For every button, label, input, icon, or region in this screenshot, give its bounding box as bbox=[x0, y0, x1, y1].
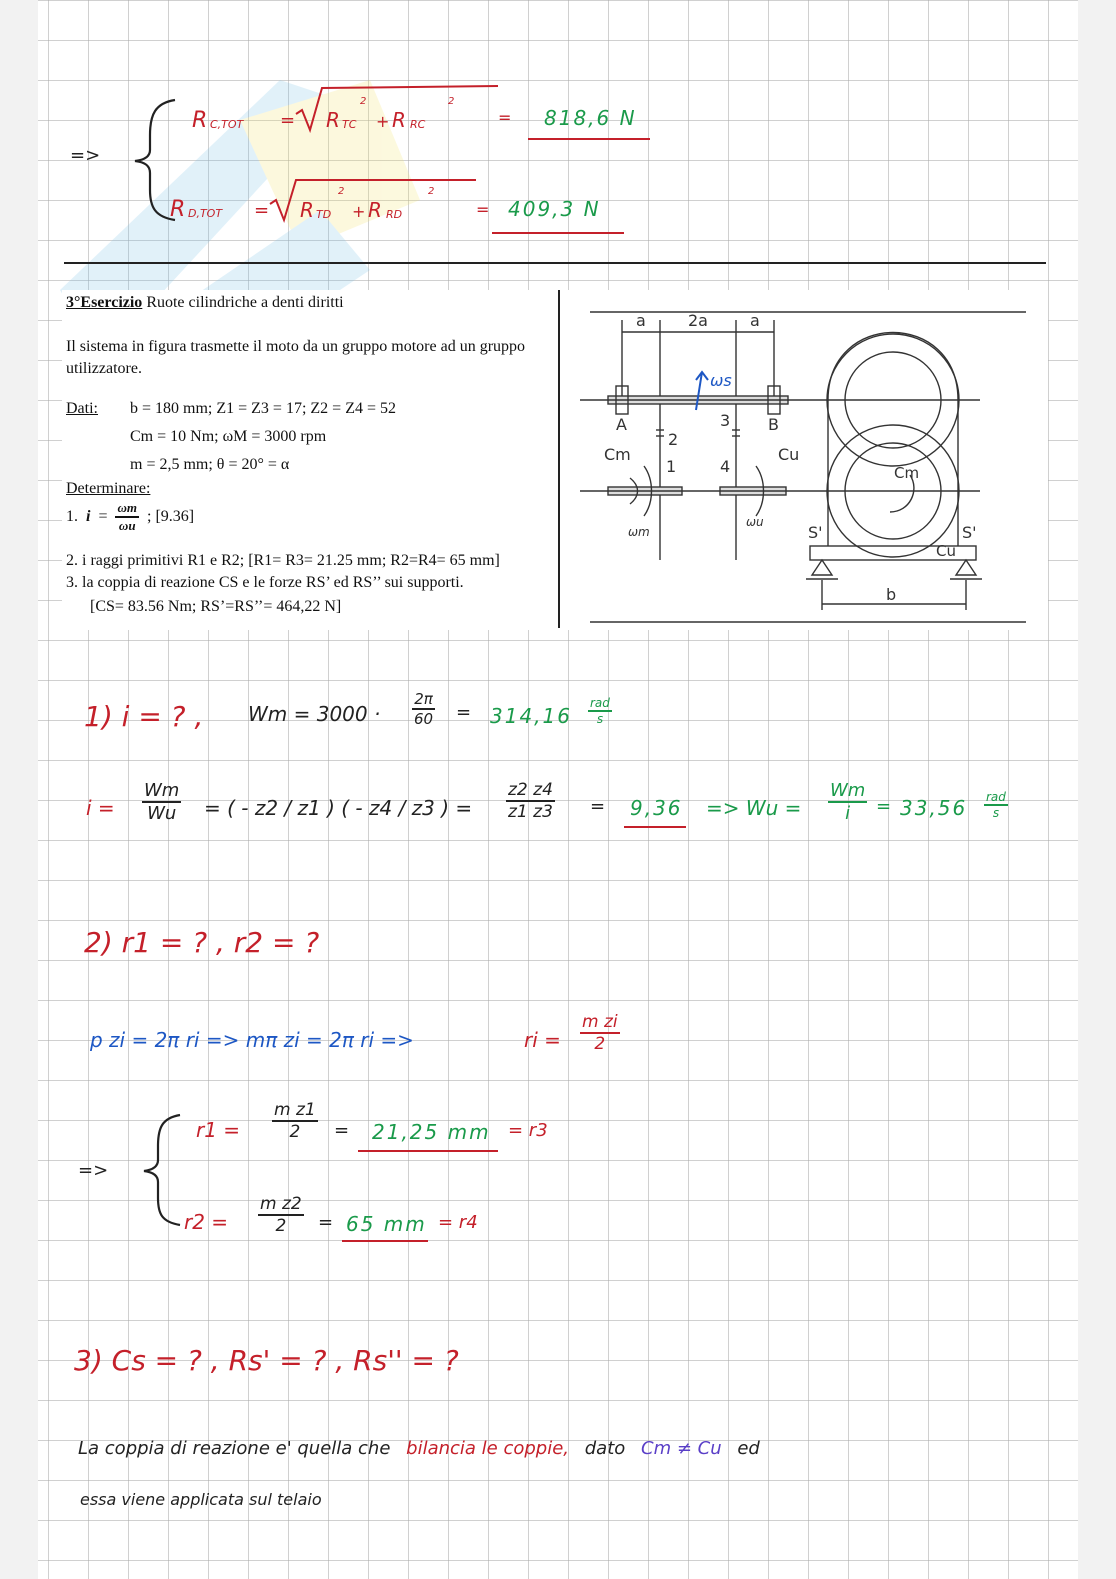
item-2: 2. i raggi primitivi R1 e R2; [R1= R3= 21.25 mm; R2=R4= 65 mm] bbox=[66, 552, 500, 569]
rtc-symbol: R bbox=[326, 108, 340, 132]
wm-unit-den: s bbox=[596, 712, 604, 726]
section-divider bbox=[64, 262, 1046, 264]
r2-fraction-den: 2 bbox=[275, 1216, 287, 1236]
wm-fraction-den: 60 bbox=[414, 710, 434, 728]
rrd-exponent: 2 bbox=[428, 186, 435, 197]
dim-a-left: a bbox=[636, 311, 646, 330]
grid-paper-sheet bbox=[38, 0, 1078, 1579]
rd-tot-subscript: D,TOT bbox=[188, 207, 223, 220]
omega-m-label: ωm bbox=[628, 525, 650, 539]
r2-result-underline bbox=[342, 1240, 428, 1242]
exercise-title-text: Ruote cilindriche a denti diritti bbox=[142, 294, 344, 311]
part-3-text-e: ed bbox=[737, 1438, 760, 1459]
pitch-relation: p zi = 2π ri => mπ zi = 2π ri => bbox=[90, 1028, 414, 1052]
wu-result: 33,56 bbox=[900, 796, 968, 820]
item-3: 3. la coppia di reazione CS e le forze RS’ ed RS’’ sui supporti. bbox=[66, 574, 464, 591]
rd-tot-result: 409,3 N bbox=[508, 197, 601, 221]
wm-unit bbox=[588, 696, 612, 726]
wu-unit bbox=[984, 790, 1008, 820]
omega-u-label: ωu bbox=[746, 515, 764, 529]
rc-eq-sign-2: = bbox=[498, 108, 512, 127]
rrc-symbol: R bbox=[392, 108, 406, 132]
wu-expression: => Wu = bbox=[706, 796, 802, 820]
wm-fraction-num: 2π bbox=[412, 690, 435, 710]
implies-arrow: => bbox=[70, 145, 101, 166]
r2-tail: = r4 bbox=[438, 1212, 478, 1233]
part-3-text-line-2: essa viene applicata sul telaio bbox=[80, 1490, 322, 1509]
motor-cu-label: Cu bbox=[936, 542, 956, 560]
i-ratio-product: = ( - z2 / z1 ) ( - z4 / z3 ) = bbox=[204, 796, 473, 820]
rc-plus: + bbox=[376, 112, 390, 131]
exercise-statement bbox=[62, 290, 558, 630]
dim-2a: 2a bbox=[688, 311, 708, 330]
r1-fraction-den: 2 bbox=[289, 1122, 301, 1142]
item-1: 1. i = $\frac{\omega m}{\omega u}$ ; [9.36] bbox=[66, 500, 195, 533]
exercise-title bbox=[66, 294, 344, 312]
i-fraction-2 bbox=[506, 780, 555, 822]
omega-s-label: ωs bbox=[710, 371, 732, 390]
wu-eq: = bbox=[876, 796, 892, 817]
i-eq: = bbox=[590, 796, 606, 817]
item-1-number: 1. bbox=[66, 508, 78, 525]
gear-4-label: 4 bbox=[720, 457, 731, 476]
wu-unit-num: rad bbox=[986, 790, 1006, 804]
part-2-brace bbox=[130, 1110, 190, 1230]
part-1-header: 1) i = ? , bbox=[84, 700, 204, 733]
gear-system-figure bbox=[560, 290, 1048, 630]
item-3-answer: [CS= 83.56 Nm; RS’=RS’’= 464,22 N] bbox=[90, 598, 342, 615]
rtc-exponent: 2 bbox=[360, 96, 367, 107]
rd-result-underline bbox=[492, 232, 624, 234]
support-s2-label: S' bbox=[962, 523, 977, 542]
r1-fraction bbox=[272, 1100, 318, 1142]
ri-fraction bbox=[580, 1012, 620, 1054]
wm-fraction bbox=[412, 690, 435, 728]
r2-lhs: r2 = bbox=[184, 1210, 229, 1234]
motor-cm-label: Cm bbox=[894, 464, 920, 482]
rc-eq-sign: = bbox=[280, 110, 296, 131]
bearing-b-label: B bbox=[768, 415, 779, 434]
part-3-text-line-1 bbox=[78, 1438, 760, 1459]
part-3-text-b: bilancia le coppie, bbox=[406, 1438, 570, 1459]
part-3-text-a: La coppia di reazione e' quella che bbox=[78, 1438, 391, 1459]
rd-eq-sign: = bbox=[254, 200, 270, 221]
r1-result: 21,25 mm bbox=[372, 1120, 491, 1144]
i-result-underline bbox=[624, 826, 686, 828]
dati-line-2: Cm = 10 Nm; ωM = 3000 rpm bbox=[130, 428, 327, 445]
part-2-arrow: => bbox=[78, 1160, 109, 1181]
rc-tot-symbol: R bbox=[192, 108, 208, 133]
wu-fraction-num: Wm bbox=[830, 780, 866, 801]
exercise-intro: Il sistema in figura trasmette il moto da un gruppo motore ad un gruppo utilizzatore. bbox=[66, 338, 526, 377]
r1-fraction-num: m z1 bbox=[274, 1100, 316, 1120]
rtc-subscript: TC bbox=[342, 118, 357, 131]
gear-1-label: 1 bbox=[666, 457, 677, 476]
i-fraction-2-den: z1 z3 bbox=[508, 802, 553, 822]
r1-eq: = bbox=[334, 1120, 350, 1141]
item-1-frac-num: ωm bbox=[115, 500, 139, 518]
gear-3-label: 3 bbox=[720, 411, 731, 430]
wu-fraction bbox=[828, 780, 867, 824]
rrc-exponent: 2 bbox=[448, 96, 455, 107]
dati-line-1: b = 180 mm; Z1 = Z3 = 17; Z2 = Z4 = 52 bbox=[130, 400, 396, 417]
i-fraction-num: Wm bbox=[144, 780, 180, 801]
r1-lhs: r1 = bbox=[196, 1118, 241, 1142]
wm-result: 314,16 bbox=[490, 704, 572, 728]
wm-expression: Wm = 3000 · bbox=[248, 702, 381, 726]
r2-eq: = bbox=[318, 1212, 334, 1233]
ri-lhs: ri = bbox=[524, 1028, 561, 1052]
i-fraction-den: Wu bbox=[147, 803, 177, 824]
r2-fraction bbox=[258, 1194, 304, 1236]
bearing-a-label: A bbox=[616, 415, 627, 434]
item-1-var: i bbox=[86, 508, 91, 525]
wu-fraction-den: i bbox=[845, 803, 851, 824]
rtd-symbol: R bbox=[300, 198, 314, 222]
item-1-answer: ; [9.36] bbox=[147, 508, 195, 525]
rtd-exponent: 2 bbox=[338, 186, 345, 197]
rc-result-underline bbox=[528, 138, 650, 140]
part-3-header: 3) Cs = ? , Rs' = ? , Rs'' = ? bbox=[74, 1344, 459, 1377]
rd-eq-sign-2: = bbox=[476, 200, 490, 219]
dati-line-3: m = 2,5 mm; θ = 20° = α bbox=[130, 456, 290, 473]
i-result: 9,36 bbox=[630, 796, 683, 820]
dim-a-right: a bbox=[750, 311, 760, 330]
i-lhs: i = bbox=[86, 796, 115, 820]
support-s1-label: S' bbox=[808, 523, 823, 542]
part-3-text-d: Cm ≠ Cu bbox=[641, 1438, 722, 1459]
part-2-header: 2) r1 = ? , r2 = ? bbox=[84, 926, 320, 959]
i-fraction-2-num: z2 z4 bbox=[508, 780, 553, 800]
rtd-subscript: TD bbox=[316, 208, 332, 221]
r2-fraction-num: m z2 bbox=[260, 1194, 302, 1214]
rd-tot-symbol: R bbox=[170, 197, 186, 222]
ri-fraction-num: m zi bbox=[582, 1012, 618, 1032]
determinare-label: Determinare: bbox=[66, 480, 151, 497]
rrd-subscript: RD bbox=[386, 208, 403, 221]
exercise-title-number: 3°Esercizio bbox=[66, 294, 143, 311]
r1-tail: = r3 bbox=[508, 1120, 548, 1141]
rc-tot-subscript: C,TOT bbox=[210, 118, 244, 131]
wm-eq: = bbox=[456, 702, 472, 723]
r1-result-underline bbox=[358, 1150, 498, 1152]
span-b-label: b bbox=[886, 585, 897, 604]
torque-cm-label: Cm bbox=[604, 445, 631, 464]
rrc-subscript: RC bbox=[410, 118, 426, 131]
part-3-text-c: dato bbox=[584, 1438, 626, 1459]
gear-diagram bbox=[560, 290, 1048, 630]
r2-result: 65 mm bbox=[346, 1212, 427, 1236]
dati-label: Dati: bbox=[66, 400, 98, 417]
torque-cu-label: Cu bbox=[778, 445, 800, 464]
item-1-frac-den: ωu bbox=[118, 518, 136, 533]
wm-unit-num: rad bbox=[590, 696, 610, 710]
rrd-symbol: R bbox=[368, 198, 382, 222]
wu-unit-den: s bbox=[992, 806, 1000, 820]
rc-tot-result: 818,6 N bbox=[544, 106, 637, 130]
ri-fraction-den: 2 bbox=[594, 1034, 606, 1054]
i-fraction bbox=[142, 780, 181, 824]
rd-plus: + bbox=[352, 202, 366, 221]
gear-2-label: 2 bbox=[668, 430, 679, 449]
